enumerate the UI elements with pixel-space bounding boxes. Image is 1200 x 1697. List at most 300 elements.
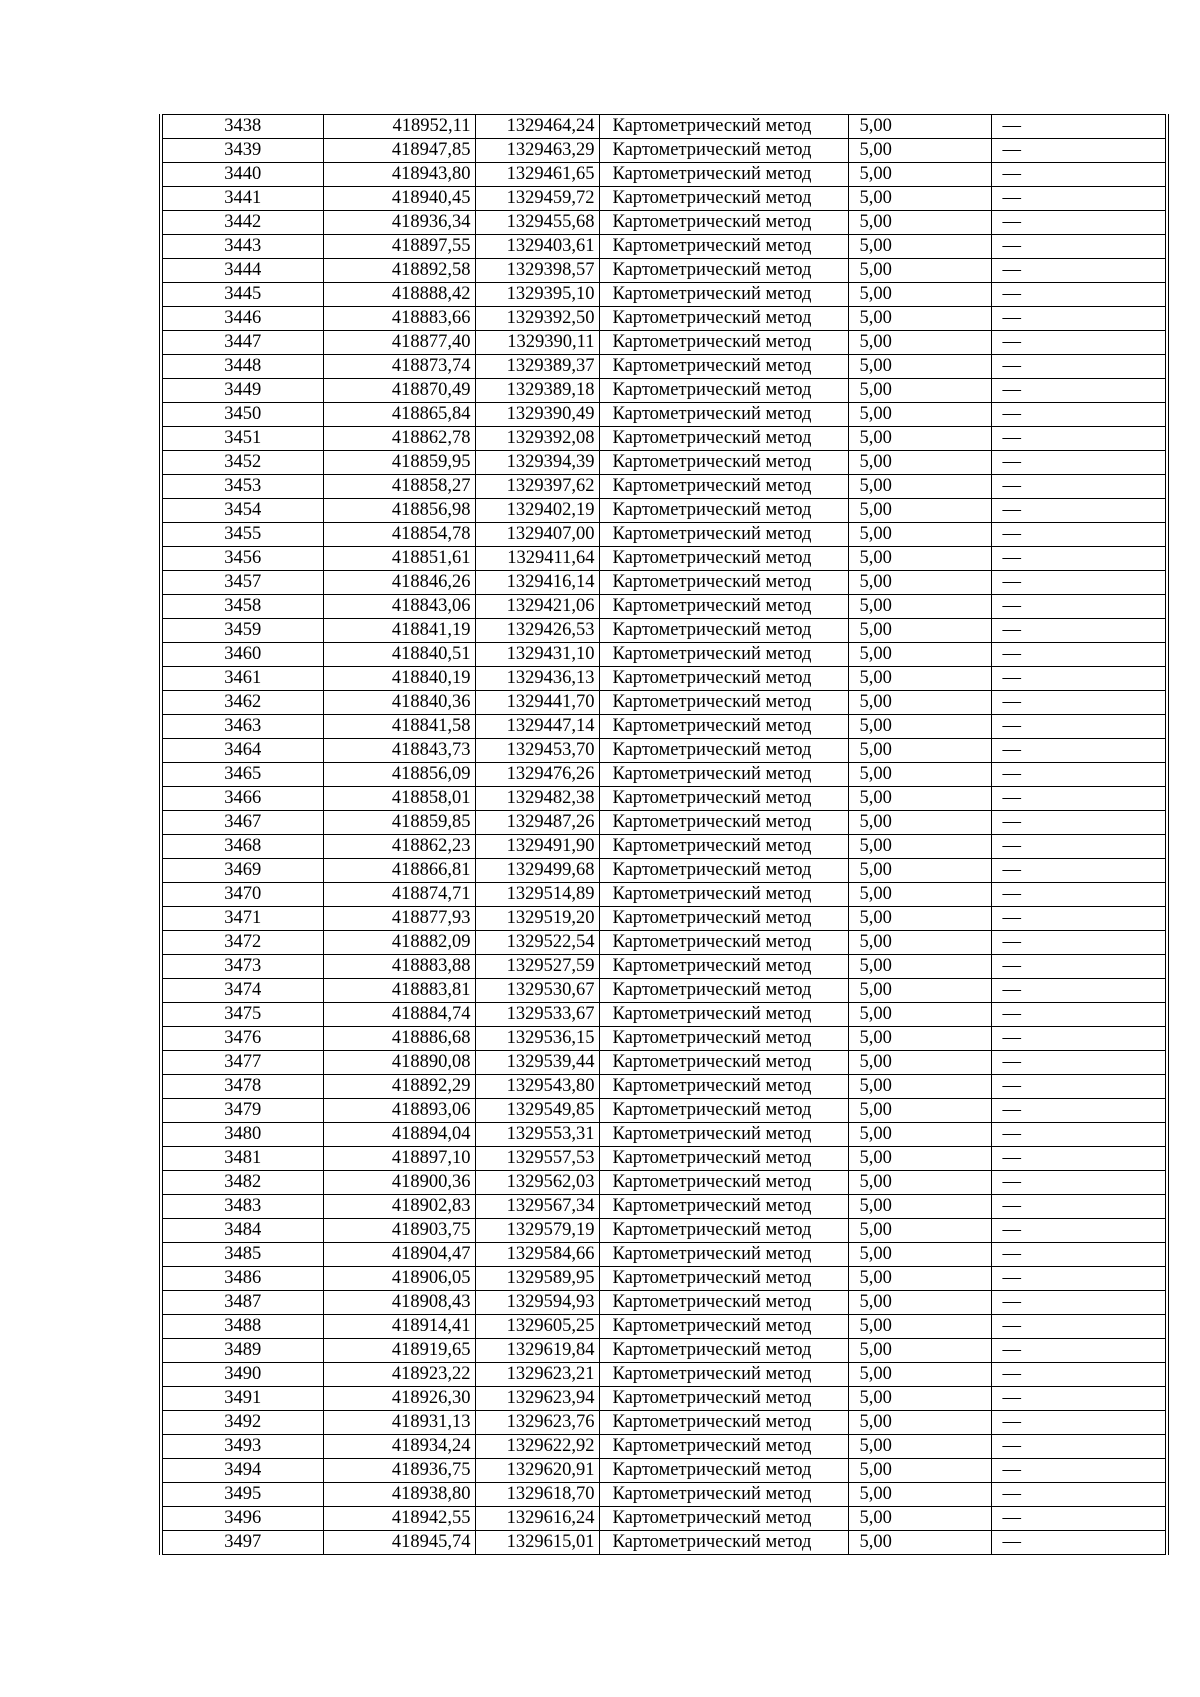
x-coordinate-cell: 418858,27 — [323, 475, 475, 499]
point-number-cell: 3489 — [161, 1339, 323, 1363]
table-row — [161, 643, 1167, 667]
table-row — [161, 187, 1167, 211]
table-row — [161, 1507, 1167, 1531]
note-cell: — — [991, 1003, 1167, 1027]
table-row — [161, 235, 1167, 259]
note-cell: — — [991, 139, 1167, 163]
table-row — [161, 1387, 1167, 1411]
x-coordinate-cell: 418906,05 — [323, 1267, 475, 1291]
y-coordinate-cell: 1329616,24 — [475, 1507, 599, 1531]
y-coordinate-cell: 1329533,67 — [475, 1003, 599, 1027]
note-cell: — — [991, 187, 1167, 211]
point-number-cell: 3475 — [161, 1003, 323, 1027]
method-cell: Картометрический метод — [599, 1171, 848, 1195]
accuracy-cell: 5,00 — [848, 787, 991, 811]
point-number-cell: 3476 — [161, 1027, 323, 1051]
x-coordinate-cell: 418908,43 — [323, 1291, 475, 1315]
y-coordinate-cell: 1329407,00 — [475, 523, 599, 547]
method-cell: Картометрический метод — [599, 1411, 848, 1435]
point-number-cell: 3470 — [161, 883, 323, 907]
method-cell: Картометрический метод — [599, 211, 848, 235]
accuracy-cell: 5,00 — [848, 1315, 991, 1339]
note-cell: — — [991, 307, 1167, 331]
method-cell: Картометрический метод — [599, 331, 848, 355]
accuracy-cell: 5,00 — [848, 451, 991, 475]
y-coordinate-cell: 1329539,44 — [475, 1051, 599, 1075]
x-coordinate-cell: 418936,34 — [323, 211, 475, 235]
x-coordinate-cell: 418841,58 — [323, 715, 475, 739]
accuracy-cell: 5,00 — [848, 1147, 991, 1171]
point-number-cell: 3443 — [161, 235, 323, 259]
y-coordinate-cell: 1329619,84 — [475, 1339, 599, 1363]
accuracy-cell: 5,00 — [848, 1435, 991, 1459]
accuracy-cell: 5,00 — [848, 667, 991, 691]
y-coordinate-cell: 1329403,61 — [475, 235, 599, 259]
y-coordinate-cell: 1329455,68 — [475, 211, 599, 235]
note-cell: — — [991, 331, 1167, 355]
point-number-cell: 3479 — [161, 1099, 323, 1123]
point-number-cell: 3451 — [161, 427, 323, 451]
y-coordinate-cell: 1329464,24 — [475, 115, 599, 139]
point-number-cell: 3455 — [161, 523, 323, 547]
note-cell: — — [991, 1411, 1167, 1435]
y-coordinate-cell: 1329623,76 — [475, 1411, 599, 1435]
accuracy-cell: 5,00 — [848, 763, 991, 787]
note-cell: — — [991, 979, 1167, 1003]
method-cell: Картометрический метод — [599, 1027, 848, 1051]
note-cell: — — [991, 1243, 1167, 1267]
point-number-cell: 3439 — [161, 139, 323, 163]
method-cell: Картометрический метод — [599, 931, 848, 955]
note-cell: — — [991, 955, 1167, 979]
note-cell: — — [991, 619, 1167, 643]
x-coordinate-cell: 418904,47 — [323, 1243, 475, 1267]
table-row — [161, 619, 1167, 643]
table-row — [161, 1243, 1167, 1267]
method-cell: Картометрический метод — [599, 691, 848, 715]
note-cell: — — [991, 523, 1167, 547]
note-cell: — — [991, 1171, 1167, 1195]
y-coordinate-cell: 1329594,93 — [475, 1291, 599, 1315]
note-cell: — — [991, 1027, 1167, 1051]
accuracy-cell: 5,00 — [848, 811, 991, 835]
accuracy-cell: 5,00 — [848, 475, 991, 499]
note-cell: — — [991, 1339, 1167, 1363]
table-row — [161, 1291, 1167, 1315]
note-cell: — — [991, 115, 1167, 139]
point-number-cell: 3483 — [161, 1195, 323, 1219]
point-number-cell: 3456 — [161, 547, 323, 571]
note-cell: — — [991, 1123, 1167, 1147]
table-row — [161, 1123, 1167, 1147]
table-row — [161, 379, 1167, 403]
accuracy-cell: 5,00 — [848, 1291, 991, 1315]
x-coordinate-cell: 418926,30 — [323, 1387, 475, 1411]
point-number-cell: 3460 — [161, 643, 323, 667]
note-cell: — — [991, 883, 1167, 907]
method-cell: Картометрический метод — [599, 115, 848, 139]
point-number-cell: 3494 — [161, 1459, 323, 1483]
x-coordinate-cell: 418931,13 — [323, 1411, 475, 1435]
y-coordinate-cell: 1329398,57 — [475, 259, 599, 283]
accuracy-cell: 5,00 — [848, 1195, 991, 1219]
accuracy-cell: 5,00 — [848, 1123, 991, 1147]
table-row — [161, 427, 1167, 451]
note-cell: — — [991, 1147, 1167, 1171]
accuracy-cell: 5,00 — [848, 379, 991, 403]
table-row — [161, 1147, 1167, 1171]
point-number-cell: 3484 — [161, 1219, 323, 1243]
x-coordinate-cell: 418903,75 — [323, 1219, 475, 1243]
accuracy-cell: 5,00 — [848, 595, 991, 619]
x-coordinate-cell: 418897,10 — [323, 1147, 475, 1171]
x-coordinate-cell: 418841,19 — [323, 619, 475, 643]
accuracy-cell: 5,00 — [848, 235, 991, 259]
y-coordinate-cell: 1329543,80 — [475, 1075, 599, 1099]
method-cell: Картометрический метод — [599, 499, 848, 523]
point-number-cell: 3464 — [161, 739, 323, 763]
point-number-cell: 3469 — [161, 859, 323, 883]
point-number-cell: 3473 — [161, 955, 323, 979]
point-number-cell: 3458 — [161, 595, 323, 619]
method-cell: Картометрический метод — [599, 139, 848, 163]
point-number-cell: 3446 — [161, 307, 323, 331]
method-cell: Картометрический метод — [599, 1531, 848, 1555]
note-cell: — — [991, 1363, 1167, 1387]
y-coordinate-cell: 1329459,72 — [475, 187, 599, 211]
point-number-cell: 3444 — [161, 259, 323, 283]
accuracy-cell: 5,00 — [848, 163, 991, 187]
accuracy-cell: 5,00 — [848, 1051, 991, 1075]
point-number-cell: 3495 — [161, 1483, 323, 1507]
point-number-cell: 3452 — [161, 451, 323, 475]
x-coordinate-cell: 418859,95 — [323, 451, 475, 475]
y-coordinate-cell: 1329390,11 — [475, 331, 599, 355]
point-number-cell: 3493 — [161, 1435, 323, 1459]
method-cell: Картометрический метод — [599, 1147, 848, 1171]
accuracy-cell: 5,00 — [848, 643, 991, 667]
y-coordinate-cell: 1329522,54 — [475, 931, 599, 955]
accuracy-cell: 5,00 — [848, 1411, 991, 1435]
table-row — [161, 1051, 1167, 1075]
method-cell: Картометрический метод — [599, 1075, 848, 1099]
method-cell: Картометрический метод — [599, 235, 848, 259]
x-coordinate-cell: 418919,65 — [323, 1339, 475, 1363]
accuracy-cell: 5,00 — [848, 859, 991, 883]
method-cell: Картометрический метод — [599, 1219, 848, 1243]
x-coordinate-cell: 418947,85 — [323, 139, 475, 163]
y-coordinate-cell: 1329390,49 — [475, 403, 599, 427]
x-coordinate-cell: 418923,22 — [323, 1363, 475, 1387]
method-cell: Картометрический метод — [599, 667, 848, 691]
table-row — [161, 691, 1167, 715]
note-cell: — — [991, 211, 1167, 235]
table-row — [161, 715, 1167, 739]
x-coordinate-cell: 418936,75 — [323, 1459, 475, 1483]
x-coordinate-cell: 418877,40 — [323, 331, 475, 355]
method-cell: Картометрический метод — [599, 907, 848, 931]
table-row — [161, 1099, 1167, 1123]
y-coordinate-cell: 1329392,50 — [475, 307, 599, 331]
y-coordinate-cell: 1329519,20 — [475, 907, 599, 931]
point-number-cell: 3485 — [161, 1243, 323, 1267]
note-cell: — — [991, 379, 1167, 403]
x-coordinate-cell: 418858,01 — [323, 787, 475, 811]
x-coordinate-cell: 418843,73 — [323, 739, 475, 763]
x-coordinate-cell: 418886,68 — [323, 1027, 475, 1051]
table-row — [161, 1219, 1167, 1243]
coordinates-table — [159, 114, 1169, 1555]
table-row — [161, 211, 1167, 235]
y-coordinate-cell: 1329402,19 — [475, 499, 599, 523]
table-row — [161, 763, 1167, 787]
table-row — [161, 1411, 1167, 1435]
x-coordinate-cell: 418840,19 — [323, 667, 475, 691]
method-cell: Картометрический метод — [599, 1243, 848, 1267]
method-cell: Картометрический метод — [599, 787, 848, 811]
point-number-cell: 3462 — [161, 691, 323, 715]
y-coordinate-cell: 1329514,89 — [475, 883, 599, 907]
y-coordinate-cell: 1329389,37 — [475, 355, 599, 379]
point-number-cell: 3450 — [161, 403, 323, 427]
table-row — [161, 523, 1167, 547]
note-cell: — — [991, 715, 1167, 739]
table-row — [161, 1339, 1167, 1363]
x-coordinate-cell: 418877,93 — [323, 907, 475, 931]
x-coordinate-cell: 418870,49 — [323, 379, 475, 403]
accuracy-cell: 5,00 — [848, 499, 991, 523]
note-cell: — — [991, 859, 1167, 883]
table-row — [161, 1459, 1167, 1483]
note-cell: — — [991, 811, 1167, 835]
x-coordinate-cell: 418862,78 — [323, 427, 475, 451]
accuracy-cell: 5,00 — [848, 1243, 991, 1267]
note-cell: — — [991, 283, 1167, 307]
y-coordinate-cell: 1329447,14 — [475, 715, 599, 739]
note-cell: — — [991, 907, 1167, 931]
method-cell: Картометрический метод — [599, 955, 848, 979]
table-row — [161, 1003, 1167, 1027]
table-row — [161, 139, 1167, 163]
table-row — [161, 1363, 1167, 1387]
x-coordinate-cell: 418952,11 — [323, 115, 475, 139]
x-coordinate-cell: 418914,41 — [323, 1315, 475, 1339]
method-cell: Картометрический метод — [599, 1099, 848, 1123]
method-cell: Картометрический метод — [599, 811, 848, 835]
accuracy-cell: 5,00 — [848, 523, 991, 547]
y-coordinate-cell: 1329530,67 — [475, 979, 599, 1003]
accuracy-cell: 5,00 — [848, 1387, 991, 1411]
table-row — [161, 667, 1167, 691]
table-row — [161, 163, 1167, 187]
note-cell: — — [991, 1315, 1167, 1339]
point-number-cell: 3449 — [161, 379, 323, 403]
x-coordinate-cell: 418856,98 — [323, 499, 475, 523]
point-number-cell: 3467 — [161, 811, 323, 835]
y-coordinate-cell: 1329622,92 — [475, 1435, 599, 1459]
y-coordinate-cell: 1329436,13 — [475, 667, 599, 691]
point-number-cell: 3471 — [161, 907, 323, 931]
accuracy-cell: 5,00 — [848, 427, 991, 451]
note-cell: — — [991, 499, 1167, 523]
table-row — [161, 595, 1167, 619]
y-coordinate-cell: 1329536,15 — [475, 1027, 599, 1051]
point-number-cell: 3480 — [161, 1123, 323, 1147]
method-cell: Картометрический метод — [599, 571, 848, 595]
x-coordinate-cell: 418893,06 — [323, 1099, 475, 1123]
method-cell: Картометрический метод — [599, 1339, 848, 1363]
x-coordinate-cell: 418902,83 — [323, 1195, 475, 1219]
method-cell: Картометрический метод — [599, 859, 848, 883]
note-cell: — — [991, 235, 1167, 259]
table-row — [161, 1315, 1167, 1339]
note-cell: — — [991, 595, 1167, 619]
table-row — [161, 547, 1167, 571]
note-cell: — — [991, 571, 1167, 595]
y-coordinate-cell: 1329461,65 — [475, 163, 599, 187]
accuracy-cell: 5,00 — [848, 115, 991, 139]
x-coordinate-cell: 418945,74 — [323, 1531, 475, 1555]
x-coordinate-cell: 418840,36 — [323, 691, 475, 715]
note-cell: — — [991, 403, 1167, 427]
x-coordinate-cell: 418843,06 — [323, 595, 475, 619]
point-number-cell: 3488 — [161, 1315, 323, 1339]
table-row — [161, 355, 1167, 379]
note-cell: — — [991, 667, 1167, 691]
accuracy-cell: 5,00 — [848, 1075, 991, 1099]
accuracy-cell: 5,00 — [848, 211, 991, 235]
y-coordinate-cell: 1329623,94 — [475, 1387, 599, 1411]
point-number-cell: 3487 — [161, 1291, 323, 1315]
point-number-cell: 3497 — [161, 1531, 323, 1555]
y-coordinate-cell: 1329567,34 — [475, 1195, 599, 1219]
accuracy-cell: 5,00 — [848, 835, 991, 859]
table-row — [161, 1075, 1167, 1099]
y-coordinate-cell: 1329389,18 — [475, 379, 599, 403]
y-coordinate-cell: 1329499,68 — [475, 859, 599, 883]
x-coordinate-cell: 418873,74 — [323, 355, 475, 379]
accuracy-cell: 5,00 — [848, 139, 991, 163]
method-cell: Картометрический метод — [599, 1267, 848, 1291]
method-cell: Картометрический метод — [599, 283, 848, 307]
table-row — [161, 787, 1167, 811]
method-cell: Картометрический метод — [599, 1507, 848, 1531]
accuracy-cell: 5,00 — [848, 715, 991, 739]
method-cell: Картометрический метод — [599, 307, 848, 331]
y-coordinate-cell: 1329605,25 — [475, 1315, 599, 1339]
point-number-cell: 3457 — [161, 571, 323, 595]
x-coordinate-cell: 418900,36 — [323, 1171, 475, 1195]
x-coordinate-cell: 418934,24 — [323, 1435, 475, 1459]
method-cell: Картометрический метод — [599, 715, 848, 739]
method-cell: Картометрический метод — [599, 763, 848, 787]
y-coordinate-cell: 1329487,26 — [475, 811, 599, 835]
accuracy-cell: 5,00 — [848, 571, 991, 595]
table-row — [161, 475, 1167, 499]
y-coordinate-cell: 1329623,21 — [475, 1363, 599, 1387]
accuracy-cell: 5,00 — [848, 187, 991, 211]
y-coordinate-cell: 1329589,95 — [475, 1267, 599, 1291]
note-cell: — — [991, 451, 1167, 475]
point-number-cell: 3490 — [161, 1363, 323, 1387]
method-cell: Картометрический метод — [599, 187, 848, 211]
y-coordinate-cell: 1329463,29 — [475, 139, 599, 163]
table-row — [161, 499, 1167, 523]
y-coordinate-cell: 1329416,14 — [475, 571, 599, 595]
method-cell: Картометрический метод — [599, 1483, 848, 1507]
x-coordinate-cell: 418846,26 — [323, 571, 475, 595]
method-cell: Картометрический метод — [599, 1051, 848, 1075]
point-number-cell: 3447 — [161, 331, 323, 355]
y-coordinate-cell: 1329431,10 — [475, 643, 599, 667]
note-cell: — — [991, 1387, 1167, 1411]
point-number-cell: 3441 — [161, 187, 323, 211]
note-cell: — — [991, 739, 1167, 763]
x-coordinate-cell: 418866,81 — [323, 859, 475, 883]
x-coordinate-cell: 418940,45 — [323, 187, 475, 211]
method-cell: Картометрический метод — [599, 355, 848, 379]
note-cell: — — [991, 1267, 1167, 1291]
table-row — [161, 1531, 1167, 1555]
note-cell: — — [991, 763, 1167, 787]
coordinates-table-body — [161, 115, 1167, 1555]
accuracy-cell: 5,00 — [848, 1507, 991, 1531]
y-coordinate-cell: 1329527,59 — [475, 955, 599, 979]
x-coordinate-cell: 418883,88 — [323, 955, 475, 979]
note-cell: — — [991, 931, 1167, 955]
note-cell: — — [991, 1195, 1167, 1219]
accuracy-cell: 5,00 — [848, 331, 991, 355]
table-row — [161, 739, 1167, 763]
accuracy-cell: 5,00 — [848, 283, 991, 307]
x-coordinate-cell: 418894,04 — [323, 1123, 475, 1147]
table-row — [161, 1483, 1167, 1507]
note-cell: — — [991, 259, 1167, 283]
table-row — [161, 259, 1167, 283]
method-cell: Картометрический метод — [599, 1291, 848, 1315]
method-cell: Картометрический метод — [599, 523, 848, 547]
method-cell: Картометрический метод — [599, 475, 848, 499]
x-coordinate-cell: 418888,42 — [323, 283, 475, 307]
y-coordinate-cell: 1329411,64 — [475, 547, 599, 571]
y-coordinate-cell: 1329562,03 — [475, 1171, 599, 1195]
method-cell: Картометрический метод — [599, 739, 848, 763]
note-cell: — — [991, 1099, 1167, 1123]
table-row — [161, 283, 1167, 307]
accuracy-cell: 5,00 — [848, 547, 991, 571]
y-coordinate-cell: 1329553,31 — [475, 1123, 599, 1147]
point-number-cell: 3466 — [161, 787, 323, 811]
accuracy-cell: 5,00 — [848, 1459, 991, 1483]
point-number-cell: 3481 — [161, 1147, 323, 1171]
x-coordinate-cell: 418890,08 — [323, 1051, 475, 1075]
table-row — [161, 883, 1167, 907]
method-cell: Картометрический метод — [599, 451, 848, 475]
table-row — [161, 451, 1167, 475]
y-coordinate-cell: 1329618,70 — [475, 1483, 599, 1507]
table-row — [161, 907, 1167, 931]
accuracy-cell: 5,00 — [848, 1171, 991, 1195]
x-coordinate-cell: 418884,74 — [323, 1003, 475, 1027]
accuracy-cell: 5,00 — [848, 883, 991, 907]
y-coordinate-cell: 1329395,10 — [475, 283, 599, 307]
x-coordinate-cell: 418840,51 — [323, 643, 475, 667]
y-coordinate-cell: 1329615,01 — [475, 1531, 599, 1555]
point-number-cell: 3496 — [161, 1507, 323, 1531]
y-coordinate-cell: 1329620,91 — [475, 1459, 599, 1483]
note-cell: — — [991, 547, 1167, 571]
method-cell: Картометрический метод — [599, 1003, 848, 1027]
